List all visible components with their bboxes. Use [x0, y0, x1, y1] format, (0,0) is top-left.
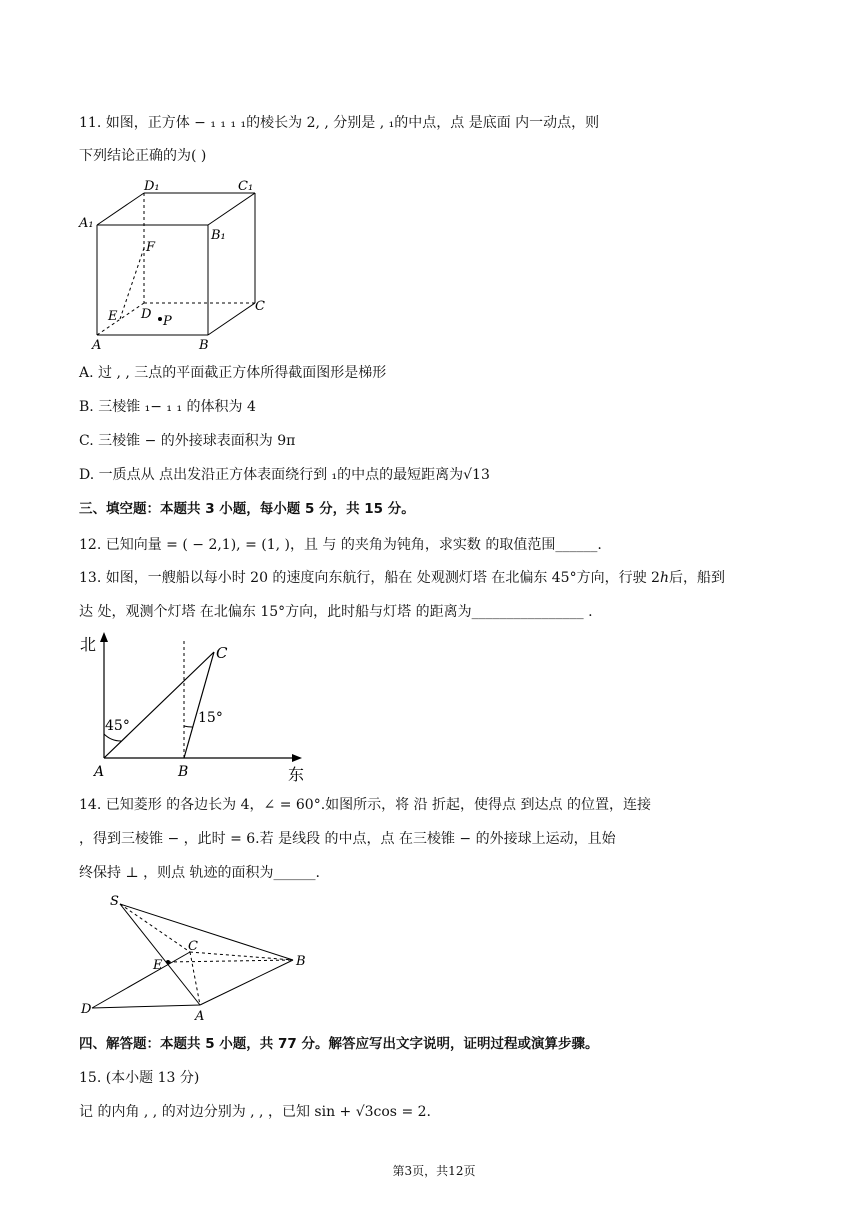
cube-figure	[78, 175, 278, 355]
q13-line2: 达 处，观测个灯塔 在北偏东 15°方向，此时船与灯塔 的距离为________________ .	[79, 604, 593, 620]
label-D-pyr: D	[81, 1002, 92, 1017]
label-B1: B₁	[211, 228, 226, 243]
section3-heading: 三、填空题：本题共 3 小题，每小题 5 分，共 15 分。	[79, 501, 415, 517]
q11-line2: 下列结论正确的为( )	[79, 148, 207, 164]
ship-figure	[78, 630, 318, 785]
label-D1: D₁	[144, 179, 160, 194]
q11-line1: 11. 如图，正方体 − ₁ ₁ ₁ ₁的棱长为 2, , 分别是 , ₁的中点，点 是底面 内一动点，则	[79, 115, 600, 131]
label-B: B	[199, 338, 209, 353]
label-B-pyr: B	[296, 954, 306, 969]
q14-line2: ，得到三棱锥 − ，此时 = 6.若 是线段 的中点，点 在三棱锥 − 的外接球上运动，且始	[79, 831, 616, 847]
label-45deg: 45°	[105, 718, 130, 734]
label-P: P	[163, 314, 172, 329]
q11-option-a: A. 过 , , 三点的平面截正方体所得截面图形是梯形	[79, 365, 387, 381]
label-S: S	[110, 894, 119, 909]
q11-option-c: C. 三棱锥 − 的外接球表面积为 9π	[79, 433, 296, 449]
label-D: D	[141, 307, 152, 322]
label-15deg: 15°	[198, 710, 223, 726]
q11-option-d: D. 一质点从 点出发沿正方体表面绕行到 ₁的中点的最短距离为√13	[79, 467, 490, 483]
label-A-ship: A	[94, 764, 105, 780]
q15-line1: 记 的内角 , , 的对边分别为 , , ，已知 sin + √3cos = 2.	[79, 1104, 431, 1120]
q14-line3: 终保持 ⊥ ，则点 轨迹的面积为______.	[79, 865, 320, 881]
q15-head: 15. (本小题 13 分)	[79, 1070, 200, 1086]
q12-text: 12. 已知向量 = ( − 2,1), = (1, )，且 与 的夹角为钝角，求实数 的取值范围______.	[79, 537, 602, 553]
label-C: C	[255, 299, 265, 314]
label-E-pyr: E	[153, 958, 163, 973]
label-A-pyr: A	[195, 1009, 205, 1024]
label-A: A	[92, 338, 102, 353]
pyramid-figure	[78, 890, 318, 1025]
label-C-pyr: C	[188, 939, 198, 954]
section4-heading: 四、解答题：本题共 5 小题，共 77 分。解答应写出文字说明，证明过程或演算步骤。	[79, 1036, 599, 1052]
label-north: 北	[80, 635, 97, 654]
page-footer: 第3页，共12页	[392, 1164, 476, 1178]
label-C1: C₁	[238, 179, 254, 194]
label-C-ship: C	[216, 644, 228, 662]
label-E: E	[108, 309, 118, 324]
q13-line1: 13. 如图，一艘船以每小时 20 的速度向东航行，船在 处观测灯塔 在北偏东 45°方向，行驶 2ℎ后，船到	[79, 570, 725, 586]
label-B-ship: B	[178, 764, 189, 780]
label-A1: A₁	[79, 216, 94, 231]
q11-option-b: B. 三棱锥 ₁− ₁ ₁ 的体积为 4	[79, 399, 256, 415]
label-east: 东	[288, 765, 305, 784]
q14-line1: 14. 已知菱形 的各边长为 4，∠ = 60°.如图所示，将 沿 折起，使得点 到达点 的位置，连接	[79, 797, 651, 813]
label-F: F	[146, 240, 156, 255]
